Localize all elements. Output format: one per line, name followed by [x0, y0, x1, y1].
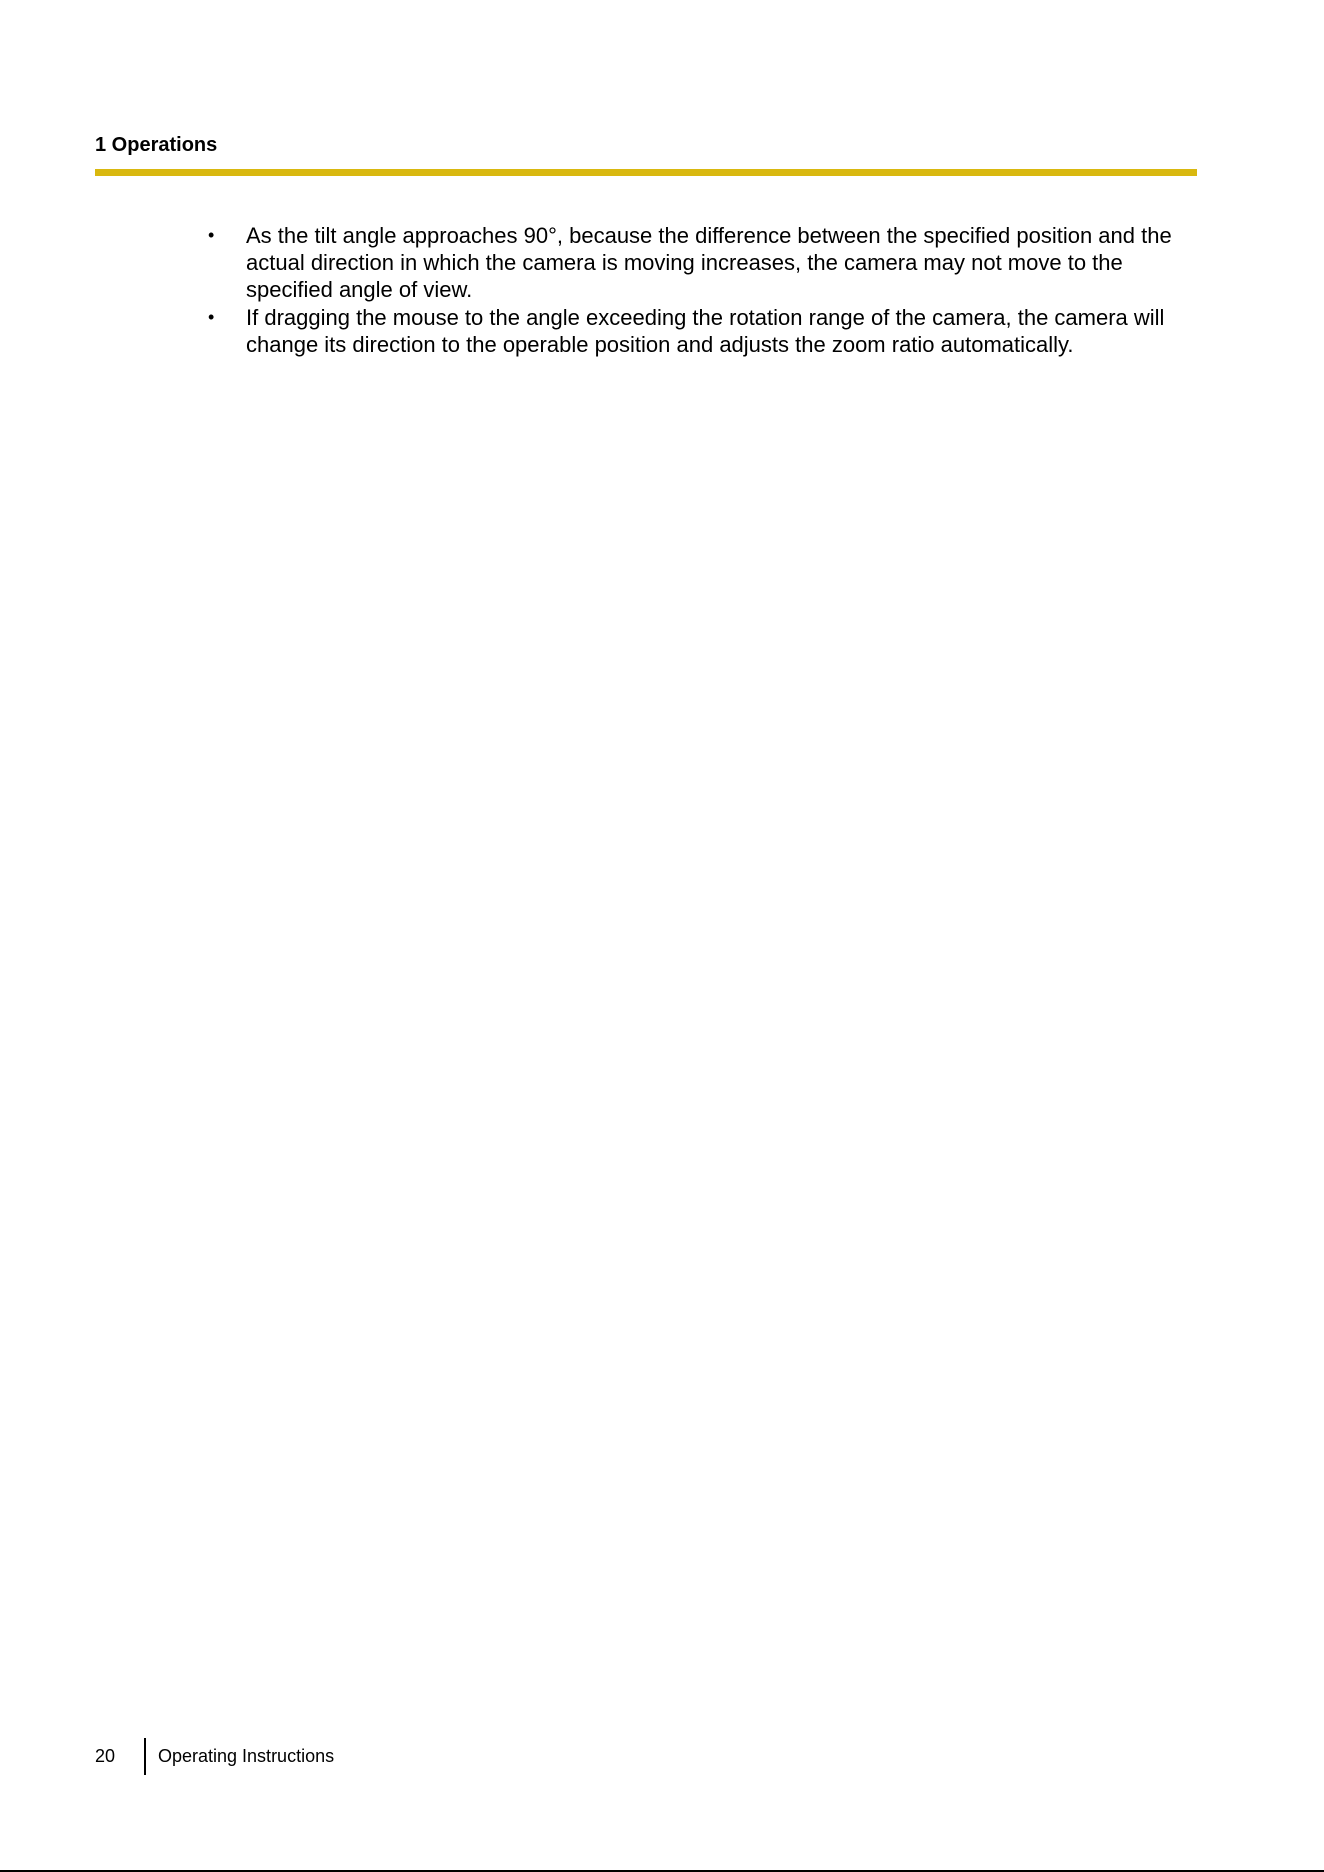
section-title: 1 Operations [95, 134, 218, 156]
bullet-list [205, 222, 1205, 358]
list-item [205, 222, 1205, 303]
page-number: 20 [95, 1746, 116, 1766]
list-item [205, 304, 1205, 358]
bullet-icon: • [208, 225, 215, 245]
bullet-text: If dragging the mouse to the angle exceeding the rotation range of the camera, the camera will change its direction to the operable position and adjusts the zoom ratio automatically. [246, 305, 1165, 357]
bullet-text: As the tilt angle approaches 90°, because the difference between the specified position and the actual direction in which the camera is moving increases, the camera may not move to the specified angle of view. [246, 223, 1172, 302]
bullet-icon: • [208, 307, 215, 327]
footer-separator [144, 1738, 146, 1775]
header-rule [95, 169, 1197, 176]
document-title: Operating Instructions [158, 1746, 335, 1766]
